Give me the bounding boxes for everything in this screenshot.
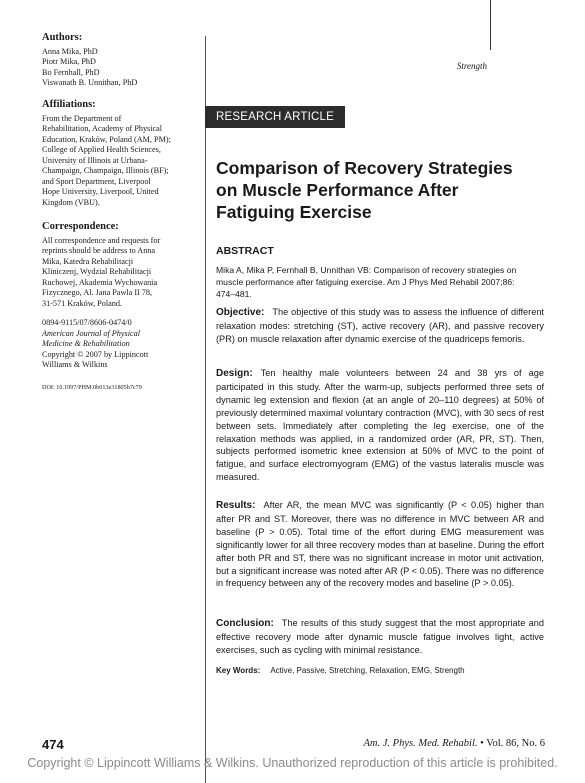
author-name: Anna Mika, PhD: [42, 46, 98, 56]
copyright-line: Copyright © 2007 by Lippincott: [42, 349, 149, 359]
article-title: [216, 157, 556, 223]
affiliation-line: From the Department of: [42, 113, 122, 123]
journal-name: American Journal of Physical: [42, 328, 141, 338]
citation: [216, 264, 546, 300]
correspondence-line: All correspondence and requests for: [42, 235, 161, 245]
conclusion-label: Conclusion:: [216, 618, 274, 629]
section-label-bar: [205, 106, 345, 128]
results-label: Results:: [216, 500, 256, 511]
copyright-notice: Copyright © Lippincott Williams & Wilkins. Unauthorized reproduction of this article is prohibited.: [27, 756, 558, 770]
bullet-separator: •: [480, 738, 484, 749]
citation-line: 474–481.: [216, 289, 252, 299]
affiliation-line: Kingdom (VBU).: [42, 197, 100, 207]
affiliation-line: and Sport Department, Liverpool: [42, 176, 151, 186]
objective-paragraph: [216, 306, 544, 346]
correspondence-line: Fizycznego, Al. Jana Pawla II 78,: [42, 288, 153, 297]
results-paragraph: [216, 499, 544, 590]
running-head: Strength: [456, 61, 487, 71]
authors-heading: Authors:: [42, 32, 83, 43]
affiliation-line: Hope University, Liverpool, United: [42, 187, 159, 196]
keywords-text: Active, Passive, Stretching, Relaxation, EMG, Strength: [270, 666, 465, 675]
doi: DOI: 10.1097/PHM.0b013e31805b7c79: [42, 384, 142, 391]
citation-line: muscle performance after fatiguing exercise. Am J Phys Med Rehabil 2007;86:: [216, 277, 515, 287]
title-line: on Muscle Performance After: [216, 180, 459, 200]
correspondence-line: 31-571 Kraków, Poland.: [42, 298, 122, 308]
objective-label: Objective:: [216, 307, 265, 318]
affiliation-line: Education, Kraków, Poland (AM, PM);: [42, 134, 171, 144]
correspondence-line: Mika, Katedra Rehabilitacji: [42, 256, 134, 266]
copyright-line: Williams & Wilkins: [42, 360, 108, 369]
affiliations-block: [42, 100, 192, 208]
affiliation-line: College of Applied Health Sciences,: [42, 145, 161, 154]
author-name: Piotr Mika, PhD: [42, 57, 96, 66]
author-name: Viswanath B. Unnithan, PhD: [42, 78, 138, 87]
results-text: After AR, the mean MVC was significantly (P < 0.05) higher than after PR and ST. Moreover, there was no difference in MVC between AR and baseline (P > 0.05). Total time of the effort during EMG measurement was significantly lower for all three recovery modes than at baseline. During the effort after both PR and ST, there was no significant increase in motor unit activation, but a significant increase was noted after AR (P < 0.05). There was no difference in frequency between any of the recovery modes and baseline (P > 0.05).: [216, 500, 544, 589]
objective-text: The objective of this study was to assess the influence of different relaxation modes: stretching (ST), active recovery (AR), and passive recovery (PR) on muscle relaxation after dynamic exercise of the quadriceps femoris.: [216, 307, 544, 344]
affiliations-heading: Affiliations:: [42, 99, 96, 110]
title-line: Fatiguing Exercise: [216, 202, 372, 222]
journal-footer: [364, 738, 546, 749]
keywords-label: Key Words:: [216, 666, 261, 675]
affiliation-line: University of Illinois at Urbana-: [42, 155, 148, 165]
affiliation-line: Rehabilitation, Academy of Physical: [42, 124, 163, 133]
correspondence-line: Kliniczenj, Wydzial Rehabilitacji: [42, 267, 152, 276]
journal-name: Medicine & Rehabilitation: [42, 339, 130, 348]
conclusion-text: The results of this study suggest that the most appropriate and effective recovery mode after dynamic muscle fatigue involves light, active exercises, such as cycling with minimal resistance.: [216, 618, 544, 655]
keywords: [216, 666, 465, 675]
volume-issue: Vol. 86, No. 6: [486, 738, 545, 749]
design-paragraph: [216, 367, 544, 484]
page-number: 474: [42, 737, 64, 752]
correspondence-line: reprints should be address to Anna: [42, 246, 156, 255]
column-divider: [205, 36, 206, 776]
top-vertical-rule: [490, 0, 491, 50]
publication-info: [42, 318, 192, 371]
correspondence-heading: Correspondence:: [42, 221, 119, 232]
design-text: Ten healthy male volunteers between 24 and 38 yrs of age participated in this study. After the warm-up, subjects performed three sets of dynamic leg extension and flexion (at an angle of 20–110 degrees) at 50% of previously determined maximal voluntary contraction (MVC), with 30 secs of rest between sets. Immediately after completing the leg exercise, one of the relaxation methods was applied, in a randomized order (AR, PR, ST). Then, subjects performed isometric knee extension at 50% of MVC to the point of fatigue, and surface electromyogram (EMG) of the vastus lateralis muscle was measured.: [216, 368, 544, 483]
abstract-heading: ABSTRACT: [216, 245, 274, 257]
conclusion-paragraph: [216, 617, 544, 657]
affiliation-line: Champaign, Champaign, Illinois (BF);: [42, 166, 169, 175]
issn: 0894-9115/07/8606-0474/0: [42, 318, 132, 327]
correspondence-block: [42, 222, 192, 309]
author-name: Bo Fernhall, PhD: [42, 67, 100, 77]
citation-line: Mika A, Mika P, Fernhall B, Unnithan VB: Comparison of recovery strategies on: [216, 265, 517, 275]
title-line: Comparison of Recovery Strategies: [216, 158, 513, 178]
correspondence-line: Ruchowej, Akademia Wychowania: [42, 277, 158, 287]
journal-abbrev: Am. J. Phys. Med. Rehabil.: [363, 738, 478, 749]
authors-block: [42, 33, 192, 89]
section-label: RESEARCH ARTICLE: [216, 111, 335, 123]
design-label: Design:: [216, 368, 253, 379]
